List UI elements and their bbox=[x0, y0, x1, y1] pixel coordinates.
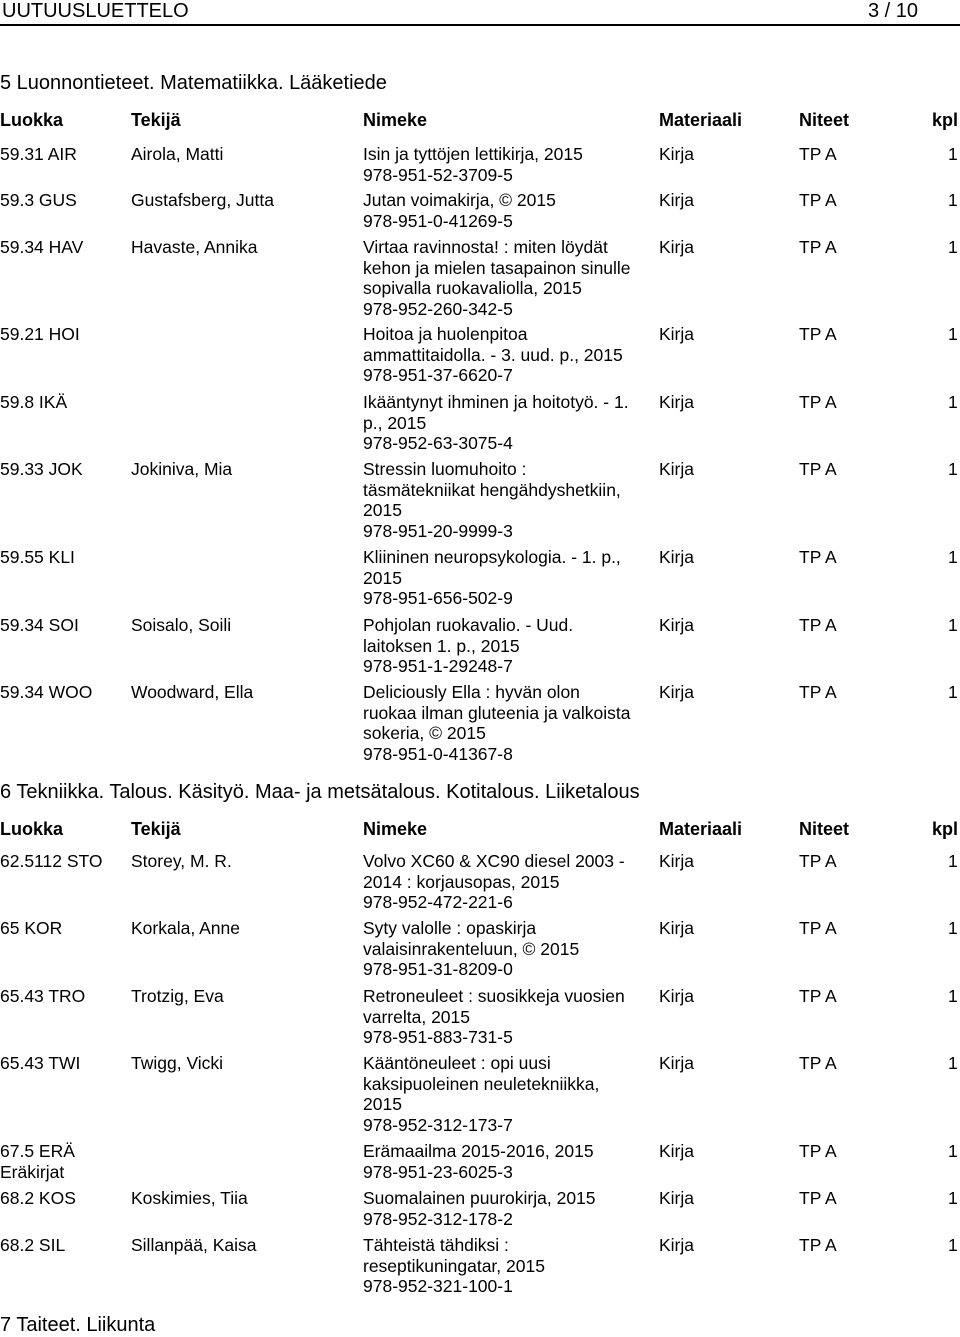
entry-nimeke-line: 978-952-63-3075-4 bbox=[363, 433, 513, 453]
entry-luokka: 65 KOR bbox=[0, 918, 63, 938]
entry-materiaali: Kirja bbox=[659, 392, 695, 412]
entry-nimeke-line: 2015 bbox=[363, 1094, 402, 1114]
column-header-niteet: Niteet bbox=[799, 819, 850, 839]
entry-nimeke-line: sopivalla ruokavaliolla, 2015 bbox=[363, 278, 582, 298]
entry-niteet: TP A bbox=[799, 459, 837, 479]
entry-tekija: Jokiniva, Mia bbox=[131, 459, 233, 479]
entry-nimeke-line: 978-951-0-41367-8 bbox=[363, 743, 513, 764]
entry-nimeke-line: Pohjolan ruokavalio. - Uud. bbox=[363, 615, 574, 635]
entry-niteet: TP A bbox=[799, 144, 837, 164]
entry-luokka: 59.34 SOI bbox=[0, 615, 79, 635]
entry-nimeke-line: 978-952-260-342-5 bbox=[363, 298, 513, 319]
entry-kpl: 1 bbox=[948, 1053, 958, 1073]
entry-nimeke-line: Jutan voimakirja, © 2015 bbox=[363, 190, 556, 210]
entry-materiaali: Kirja bbox=[659, 190, 695, 210]
entry-nimeke-line: Volvo XC60 & XC90 diesel 2003 - bbox=[363, 851, 625, 871]
page-header bbox=[0, 0, 960, 24]
entry-nimeke-line: varrelta, 2015 bbox=[363, 1006, 471, 1027]
entry-luokka: 59.34 HAV bbox=[0, 237, 84, 257]
entry-nimeke bbox=[363, 392, 653, 454]
entry-niteet: TP A bbox=[799, 237, 837, 257]
entry-nimeke bbox=[363, 1141, 653, 1182]
entry-materiaali: Kirja bbox=[659, 851, 695, 871]
entry-nimeke bbox=[363, 918, 653, 980]
entry-niteet: TP A bbox=[799, 918, 837, 938]
entry-nimeke-line: 978-951-656-502-9 bbox=[363, 588, 513, 608]
entry-nimeke bbox=[363, 682, 653, 764]
entry-materiaali: Kirja bbox=[659, 1235, 695, 1255]
entry-nimeke-line: Erämaailma 2015-2016, 2015 bbox=[363, 1141, 594, 1161]
entry-luokka: 59.55 KLI bbox=[0, 547, 75, 567]
entry-niteet: TP A bbox=[799, 392, 837, 412]
section-title: 6 Tekniikka. Talous. Käsityö. Maa- ja metsätalous. Kotitalous. Liiketalous bbox=[0, 781, 640, 803]
header-rule bbox=[0, 24, 960, 26]
entry-nimeke-line: 978-952-321-100-1 bbox=[363, 1276, 513, 1296]
entry-materiaali: Kirja bbox=[659, 144, 695, 164]
entry-niteet: TP A bbox=[799, 1141, 837, 1161]
column-header-luokka: Luokka bbox=[0, 110, 64, 130]
entry-nimeke-line: laitoksen 1. p., 2015 bbox=[363, 635, 520, 656]
entry-luokka: 68.2 SIL bbox=[0, 1235, 66, 1255]
column-header-row bbox=[0, 819, 960, 841]
entry-materiaali: Kirja bbox=[659, 615, 695, 635]
entry-nimeke-line: valaisinrakenteluun, © 2015 bbox=[363, 938, 580, 959]
entry-kpl: 1 bbox=[948, 547, 958, 567]
entry-nimeke-line: Stressin luomuhoito : bbox=[363, 459, 527, 479]
entry-nimeke-line: Kliininen neuropsykologia. - 1. p., bbox=[363, 547, 621, 567]
entry-nimeke-line: 978-952-312-178-2 bbox=[363, 1208, 513, 1229]
entry-nimeke bbox=[363, 547, 653, 609]
entry-niteet: TP A bbox=[799, 547, 837, 567]
entry-nimeke bbox=[363, 851, 653, 913]
entry-tekija: Storey, M. R. bbox=[131, 851, 232, 871]
entry-nimeke-line: ammattitaidolla. - 3. uud. p., 2015 bbox=[363, 344, 623, 365]
entry-nimeke-line: 978-951-0-41269-5 bbox=[363, 210, 513, 231]
entry-kpl: 1 bbox=[948, 615, 958, 635]
entry-kpl: 1 bbox=[948, 1188, 958, 1208]
entry-nimeke-line: Deliciously Ella : hyvän olon bbox=[363, 682, 580, 702]
entry-kpl: 1 bbox=[948, 459, 958, 479]
entry-niteet: TP A bbox=[799, 986, 837, 1006]
entry-nimeke-line: Retroneuleet : suosikkeja vuosien bbox=[363, 986, 625, 1006]
entry-nimeke-line: 2014 : korjausopas, 2015 bbox=[363, 871, 560, 892]
entry-nimeke-line: 978-951-23-6025-3 bbox=[363, 1161, 513, 1182]
column-header-nimeke: Nimeke bbox=[363, 110, 428, 130]
entry-kpl: 1 bbox=[948, 1141, 958, 1161]
entry-tekija: Airola, Matti bbox=[131, 144, 224, 164]
column-header-luokka: Luokka bbox=[0, 819, 64, 839]
entry-kpl: 1 bbox=[948, 682, 958, 702]
entry-nimeke-line: 978-952-312-173-7 bbox=[363, 1114, 513, 1135]
column-header-niteet: Niteet bbox=[799, 110, 850, 130]
entry-tekija: Koskimies, Tiia bbox=[131, 1188, 248, 1208]
entry-kpl: 1 bbox=[948, 144, 958, 164]
column-header-tekija: Tekijä bbox=[131, 819, 181, 839]
entry-kpl: 1 bbox=[948, 918, 958, 938]
entry-tekija: Sillanpää, Kaisa bbox=[131, 1235, 257, 1255]
entry-luokka: 65.43 TRO bbox=[0, 986, 86, 1006]
entry-niteet: TP A bbox=[799, 615, 837, 635]
entry-nimeke-line: 2015 bbox=[363, 567, 402, 588]
entry-luokka: 59.34 WOO bbox=[0, 682, 93, 702]
entry-materiaali: Kirja bbox=[659, 1141, 695, 1161]
column-header-tekija: Tekijä bbox=[131, 110, 181, 130]
entry-nimeke-line: Ikääntynyt ihminen ja hoitotyö. - 1. bbox=[363, 392, 629, 412]
entry-nimeke-line: kehon ja mielen tasapainon sinulle bbox=[363, 257, 631, 278]
entry-luokka: 62.5112 STO bbox=[0, 851, 103, 871]
entry-nimeke-line: 978-951-1-29248-7 bbox=[363, 656, 513, 676]
entry-materiaali: Kirja bbox=[659, 324, 695, 344]
column-header-materiaali: Materiaali bbox=[659, 110, 743, 130]
entry-kpl: 1 bbox=[948, 851, 958, 871]
entry-luokka: 59.31 AIR bbox=[0, 144, 77, 164]
entry-tekija: Soisalo, Soili bbox=[131, 615, 232, 635]
entry-luokka: 68.2 KOS bbox=[0, 1188, 76, 1208]
entry-niteet: TP A bbox=[799, 324, 837, 344]
entry-nimeke bbox=[363, 190, 653, 231]
entry-nimeke-line: 978-951-20-9999-3 bbox=[363, 520, 513, 541]
entry-nimeke-line: Kääntöneuleet : opi uusi bbox=[363, 1053, 551, 1073]
column-header-row bbox=[0, 110, 960, 132]
entry-nimeke bbox=[363, 144, 653, 185]
entry-materiaali: Kirja bbox=[659, 547, 695, 567]
entry-materiaali: Kirja bbox=[659, 682, 695, 702]
entry-niteet: TP A bbox=[799, 190, 837, 210]
entry-kpl: 1 bbox=[948, 1235, 958, 1255]
entry-nimeke bbox=[363, 615, 653, 677]
entry-tekija: Havaste, Annika bbox=[131, 237, 258, 257]
entry-nimeke-line: 978-951-52-3709-5 bbox=[363, 164, 513, 185]
entry-tekija: Korkala, Anne bbox=[131, 918, 240, 938]
entry-kpl: 1 bbox=[948, 324, 958, 344]
entry-luokka: 65.43 TWI bbox=[0, 1053, 81, 1073]
entry-nimeke-line: Isin ja tyttöjen lettikirja, 2015 bbox=[363, 144, 583, 164]
column-header-nimeke: Nimeke bbox=[363, 819, 428, 839]
entry-nimeke-line: 978-952-472-221-6 bbox=[363, 892, 513, 912]
entry-materiaali: Kirja bbox=[659, 986, 695, 1006]
column-header-materiaali: Materiaali bbox=[659, 819, 743, 839]
entry-nimeke-line: 978-951-37-6620-7 bbox=[363, 365, 513, 385]
entry-tekija: Gustafsberg, Jutta bbox=[131, 190, 274, 210]
entry-nimeke bbox=[363, 459, 653, 541]
entry-nimeke bbox=[363, 324, 653, 386]
entry-materiaali: Kirja bbox=[659, 459, 695, 479]
entry-nimeke-line: Tähteistä tähdiksi : bbox=[363, 1235, 509, 1255]
section-title: 7 Taiteet. Liikunta bbox=[0, 1314, 156, 1336]
page-number: 3 / 10 bbox=[867, 0, 918, 22]
entry-nimeke-line: Hoitoa ja huolenpitoa bbox=[363, 324, 528, 344]
entry-nimeke-line: täsmätekniikat hengähdyshetkiin, bbox=[363, 479, 621, 500]
entry-niteet: TP A bbox=[799, 1188, 837, 1208]
entry-nimeke-line: reseptikuningatar, 2015 bbox=[363, 1255, 545, 1276]
entry-materiaali: Kirja bbox=[659, 1053, 695, 1073]
entry-kpl: 1 bbox=[948, 237, 958, 257]
entry-nimeke-line: sokeria, © 2015 bbox=[363, 723, 486, 743]
entry-luokka: 59.33 JOK bbox=[0, 459, 83, 479]
entry-tekija: Trotzig, Eva bbox=[131, 986, 224, 1006]
entry-kpl: 1 bbox=[948, 392, 958, 412]
section-title: 5 Luonnontieteet. Matematiikka. Lääketiede bbox=[0, 72, 387, 94]
entry-nimeke-line: p., 2015 bbox=[363, 412, 427, 433]
entry-nimeke-line: Syty valolle : opaskirja bbox=[363, 918, 537, 938]
entry-luokka: 67.5 ERÄ Eräkirjat bbox=[0, 1141, 75, 1182]
entry-nimeke-line: kaksipuoleinen neuletekniikka, bbox=[363, 1073, 600, 1094]
column-header-kpl: kpl bbox=[932, 819, 959, 839]
entry-nimeke bbox=[363, 986, 653, 1048]
entry-nimeke bbox=[363, 1053, 653, 1135]
entry-nimeke-line: 978-951-883-731-5 bbox=[363, 1027, 513, 1047]
entry-nimeke-line: Virtaa ravinnosta! : miten löydät bbox=[363, 237, 608, 257]
column-header-kpl: kpl bbox=[932, 110, 959, 130]
entry-luokka: 59.21 HOI bbox=[0, 324, 80, 344]
entry-materiaali: Kirja bbox=[659, 237, 695, 257]
entry-kpl: 1 bbox=[948, 190, 958, 210]
entry-kpl: 1 bbox=[948, 986, 958, 1006]
entry-nimeke bbox=[363, 1188, 653, 1229]
entry-luokka: 59.8 IKÄ bbox=[0, 392, 68, 412]
entry-nimeke-line: 2015 bbox=[363, 500, 402, 520]
entry-nimeke bbox=[363, 237, 653, 319]
entry-luokka: 59.3 GUS bbox=[0, 190, 77, 210]
entry-nimeke-line: ruokaa ilman gluteenia ja valkoista bbox=[363, 702, 631, 723]
entry-nimeke-line: 978-951-31-8209-0 bbox=[363, 959, 513, 979]
entry-nimeke bbox=[363, 1235, 653, 1297]
entry-niteet: TP A bbox=[799, 1053, 837, 1073]
entry-tekija: Woodward, Ella bbox=[131, 682, 254, 702]
entry-niteet: TP A bbox=[799, 1235, 837, 1255]
document-title: UUTUUSLUETTELO bbox=[2, 0, 189, 22]
entry-materiaali: Kirja bbox=[659, 1188, 695, 1208]
entry-niteet: TP A bbox=[799, 851, 837, 871]
entry-materiaali: Kirja bbox=[659, 918, 695, 938]
entry-tekija: Twigg, Vicki bbox=[131, 1053, 224, 1073]
entry-nimeke-line: Suomalainen puurokirja, 2015 bbox=[363, 1188, 596, 1208]
entry-niteet: TP A bbox=[799, 682, 837, 702]
